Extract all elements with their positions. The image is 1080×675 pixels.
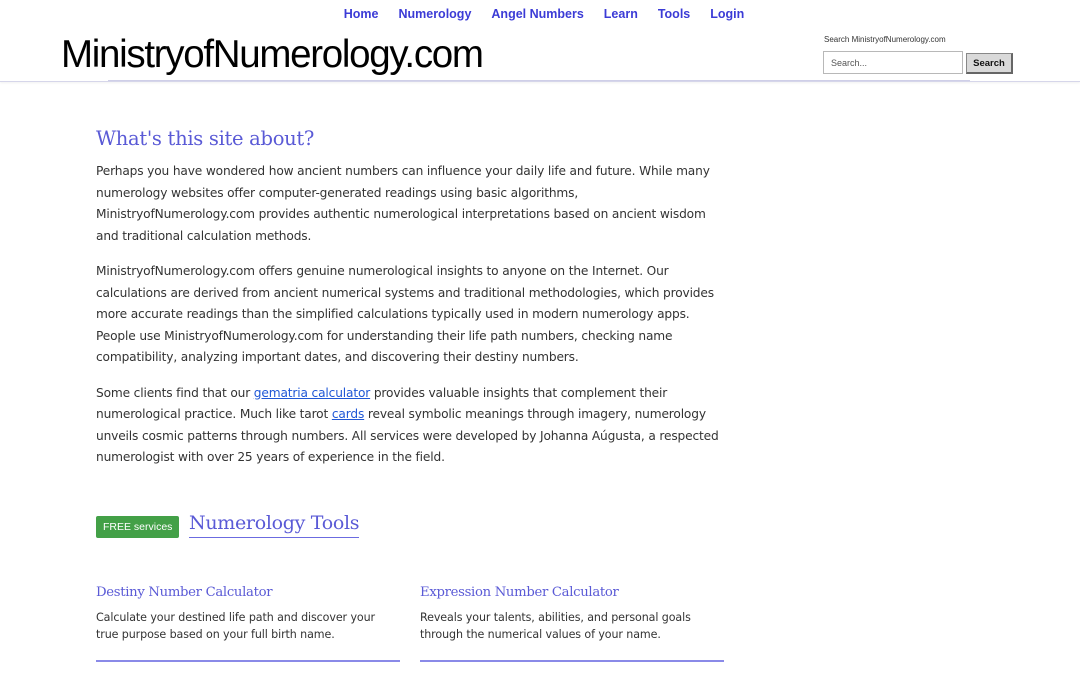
header-divider	[108, 80, 970, 81]
site-logo[interactable]: MinistryofNumerology.com	[61, 33, 483, 76]
nav-home-link[interactable]: Home	[343, 7, 379, 21]
about-paragraph-2: MinistryofNumerology.com offers genuine numerological insights to anyone on the Internet. Our calculations are derived from ancient numerical systems and traditional methodologies, which provides more accurate readings than the simplified calculations typically used in modern numerology apps. People use MinistryofNumerology.com for understanding their life path numbers, checking name compatibility, analyzing important dates, and discovering their destiny numbers.	[96, 263, 714, 365]
card-description: Reveals your talents, abilities, and personal goals through the numerical values of your name.	[420, 611, 691, 641]
site-header	[0, 0, 1080, 82]
tarot-cards-link[interactable]: cards	[331, 407, 365, 422]
card-title-link[interactable]: Expression Number Calculator	[420, 585, 619, 600]
free-services-badge: FREE services	[96, 516, 179, 538]
search-input[interactable]	[823, 51, 963, 74]
nav-angel-numbers-link[interactable]: Angel Numbers	[491, 7, 584, 21]
about-section	[96, 127, 726, 483]
expression-calculator-card	[420, 585, 724, 643]
nav-login-link[interactable]: Login	[710, 7, 745, 21]
paragraph-text: Some clients find that our	[96, 385, 254, 400]
destiny-calculator-card	[96, 585, 400, 643]
card-divider	[420, 660, 724, 662]
about-paragraph-1: Perhaps you have wondered how ancient numbers can influence your daily life and future. While many numerology websites offer computer-generated readings using basic algorithms, MinistryofNumerology.com provides authentic numerological interpretations based on ancient wisdom and traditional calculation methods.	[96, 164, 710, 243]
tools-heading: Numerology Tools	[189, 512, 359, 538]
search-caption: Search MinistryofNumerology.com	[824, 35, 946, 44]
search-button[interactable]: Search	[966, 53, 1013, 74]
nav-tools-link[interactable]: Tools	[657, 7, 691, 21]
card-divider	[96, 660, 400, 662]
paragraph-text: provides valuable insights that complement their numerological practice. Much like tarot	[96, 385, 668, 422]
paragraph-text: reveal symbolic meanings through imagery, numerology unveils cosmic patterns through numbers. All services were developed by Johanna Aúgusta, a respected numerologist with over 25 years of experience in the field.	[96, 407, 719, 465]
about-heading: What's this site about?	[96, 127, 315, 150]
about-paragraph-3	[96, 383, 726, 469]
card-description: Calculate your destined life path and discover your true purpose based on your full birth name.	[96, 611, 375, 641]
card-title-link[interactable]: Destiny Number Calculator	[96, 585, 273, 600]
gematria-calculator-link[interactable]: gematria calculator	[253, 385, 371, 400]
nav-numerology-link[interactable]: Numerology	[398, 7, 472, 21]
top-nav	[0, 7, 1080, 21]
nav-learn-link[interactable]: Learn	[603, 7, 638, 21]
